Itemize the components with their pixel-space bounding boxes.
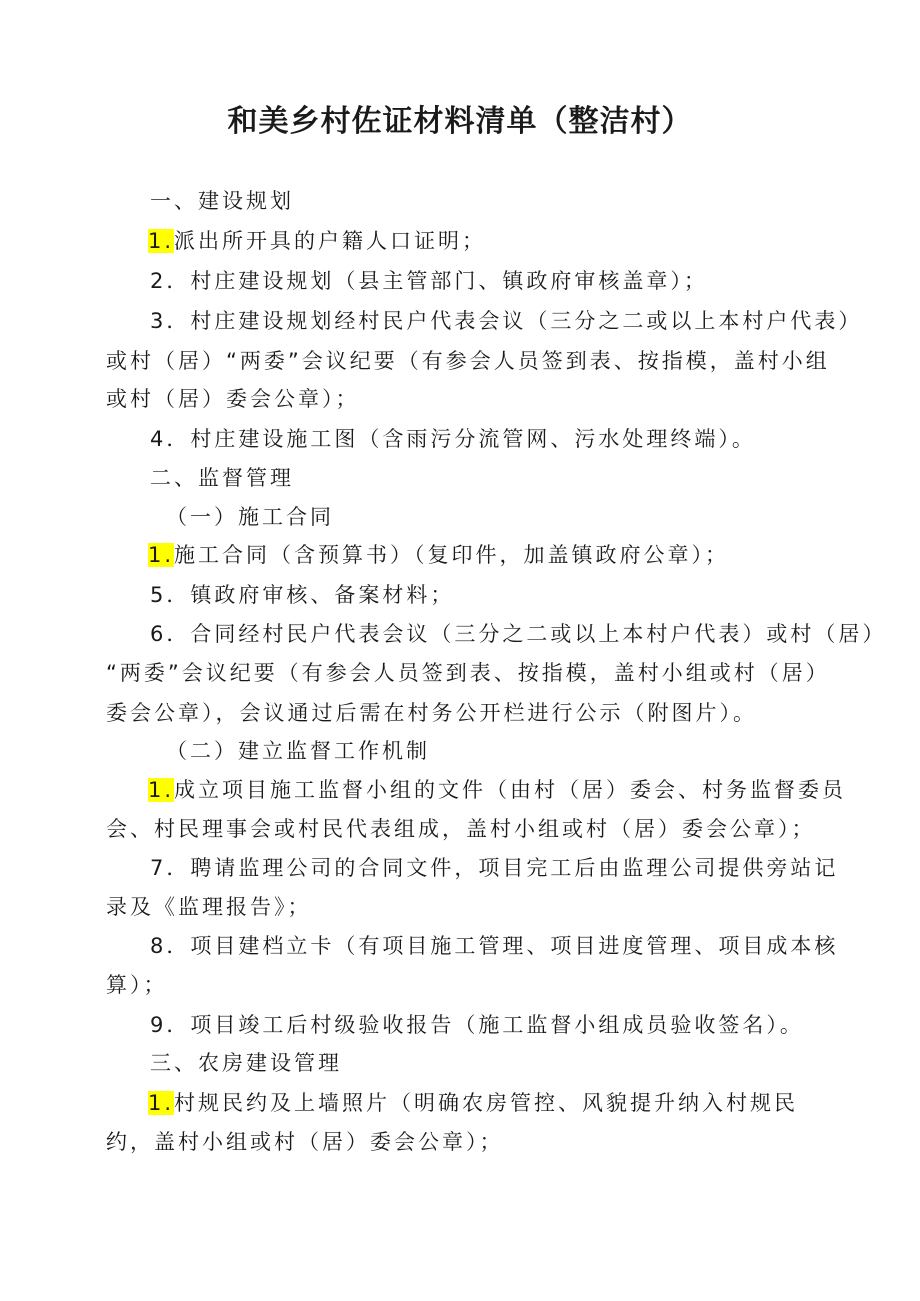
list-item: 5．镇政府审核、备案材料；: [150, 583, 455, 607]
list-item: 3．村庄建设规划经村民户代表会议（三分之二或以上本村户代表）: [150, 309, 863, 333]
page-title: 和美乡村佐证材料清单（整洁村）: [227, 104, 693, 139]
list-item-continuation: 或村（居）委会公章）；: [106, 387, 360, 411]
subsection-heading: （二）建立监督工作机制: [166, 739, 430, 763]
item-number: 1.: [148, 1091, 175, 1115]
item-text: 施工合同（含预算书）（复印件，加盖镇政府公章）；: [174, 543, 730, 567]
list-item: 9．项目竣工后村级验收报告（施工监督小组成员验收签名）。: [150, 1013, 804, 1037]
item-text: 派出所开具的户籍人口证明；: [174, 229, 487, 253]
list-item: 4．村庄建设施工图（含雨污分流管网、污水处理终端）。: [150, 427, 756, 451]
list-item: 6．合同经村民户代表会议（三分之二或以上本村户代表）或村（居）: [150, 622, 887, 646]
list-item: [148, 226, 486, 256]
item-number: 1.: [148, 229, 175, 253]
list-item-continuation: 算）；: [106, 973, 168, 997]
list-item: 7．聘请监理公司的合同文件，项目完工后由监理公司提供旁站记: [150, 856, 839, 880]
list-item-continuation: 会、村民理事会或村民代表组成，盖村小组或村（居）委会公章）；: [106, 817, 816, 841]
list-item: [148, 540, 729, 570]
list-item-continuation: “两委”会议纪要（有参会人员签到表、按指模，盖村小组或村（居）: [106, 661, 830, 685]
item-number: 1.: [148, 778, 175, 802]
section-heading: 二、监督管理: [150, 466, 294, 490]
list-item: [148, 1088, 798, 1118]
list-item: [148, 775, 846, 805]
list-item-continuation: 录及《监理报告》；: [106, 895, 312, 919]
section-heading: 一、建设规划: [150, 189, 294, 213]
section-heading: 三、农房建设管理: [150, 1051, 342, 1075]
subsection-heading: （一）施工合同: [166, 505, 334, 529]
list-item-continuation: 委会公章），会议通过后需在村务公开栏进行公示（附图片）。: [106, 701, 757, 725]
item-text: 成立项目施工监督小组的文件（由村（居）委会、村务监督委员: [174, 778, 847, 802]
list-item-continuation: 或村（居）“两委”会议纪要（有参会人员签到表、按指模，盖村小组: [106, 349, 830, 373]
item-number: 1.: [148, 543, 175, 567]
list-item: 8．项目建档立卡（有项目施工管理、项目进度管理、项目成本核: [150, 934, 839, 958]
list-item-continuation: 约，盖村小组或村（居）委会公章）；: [106, 1130, 504, 1154]
list-item: 2．村庄建设规划（县主管部门、镇政府审核盖章）；: [150, 269, 708, 293]
item-text: 村规民约及上墙照片（明确农房管控、风貌提升纳入村规民: [174, 1091, 799, 1115]
